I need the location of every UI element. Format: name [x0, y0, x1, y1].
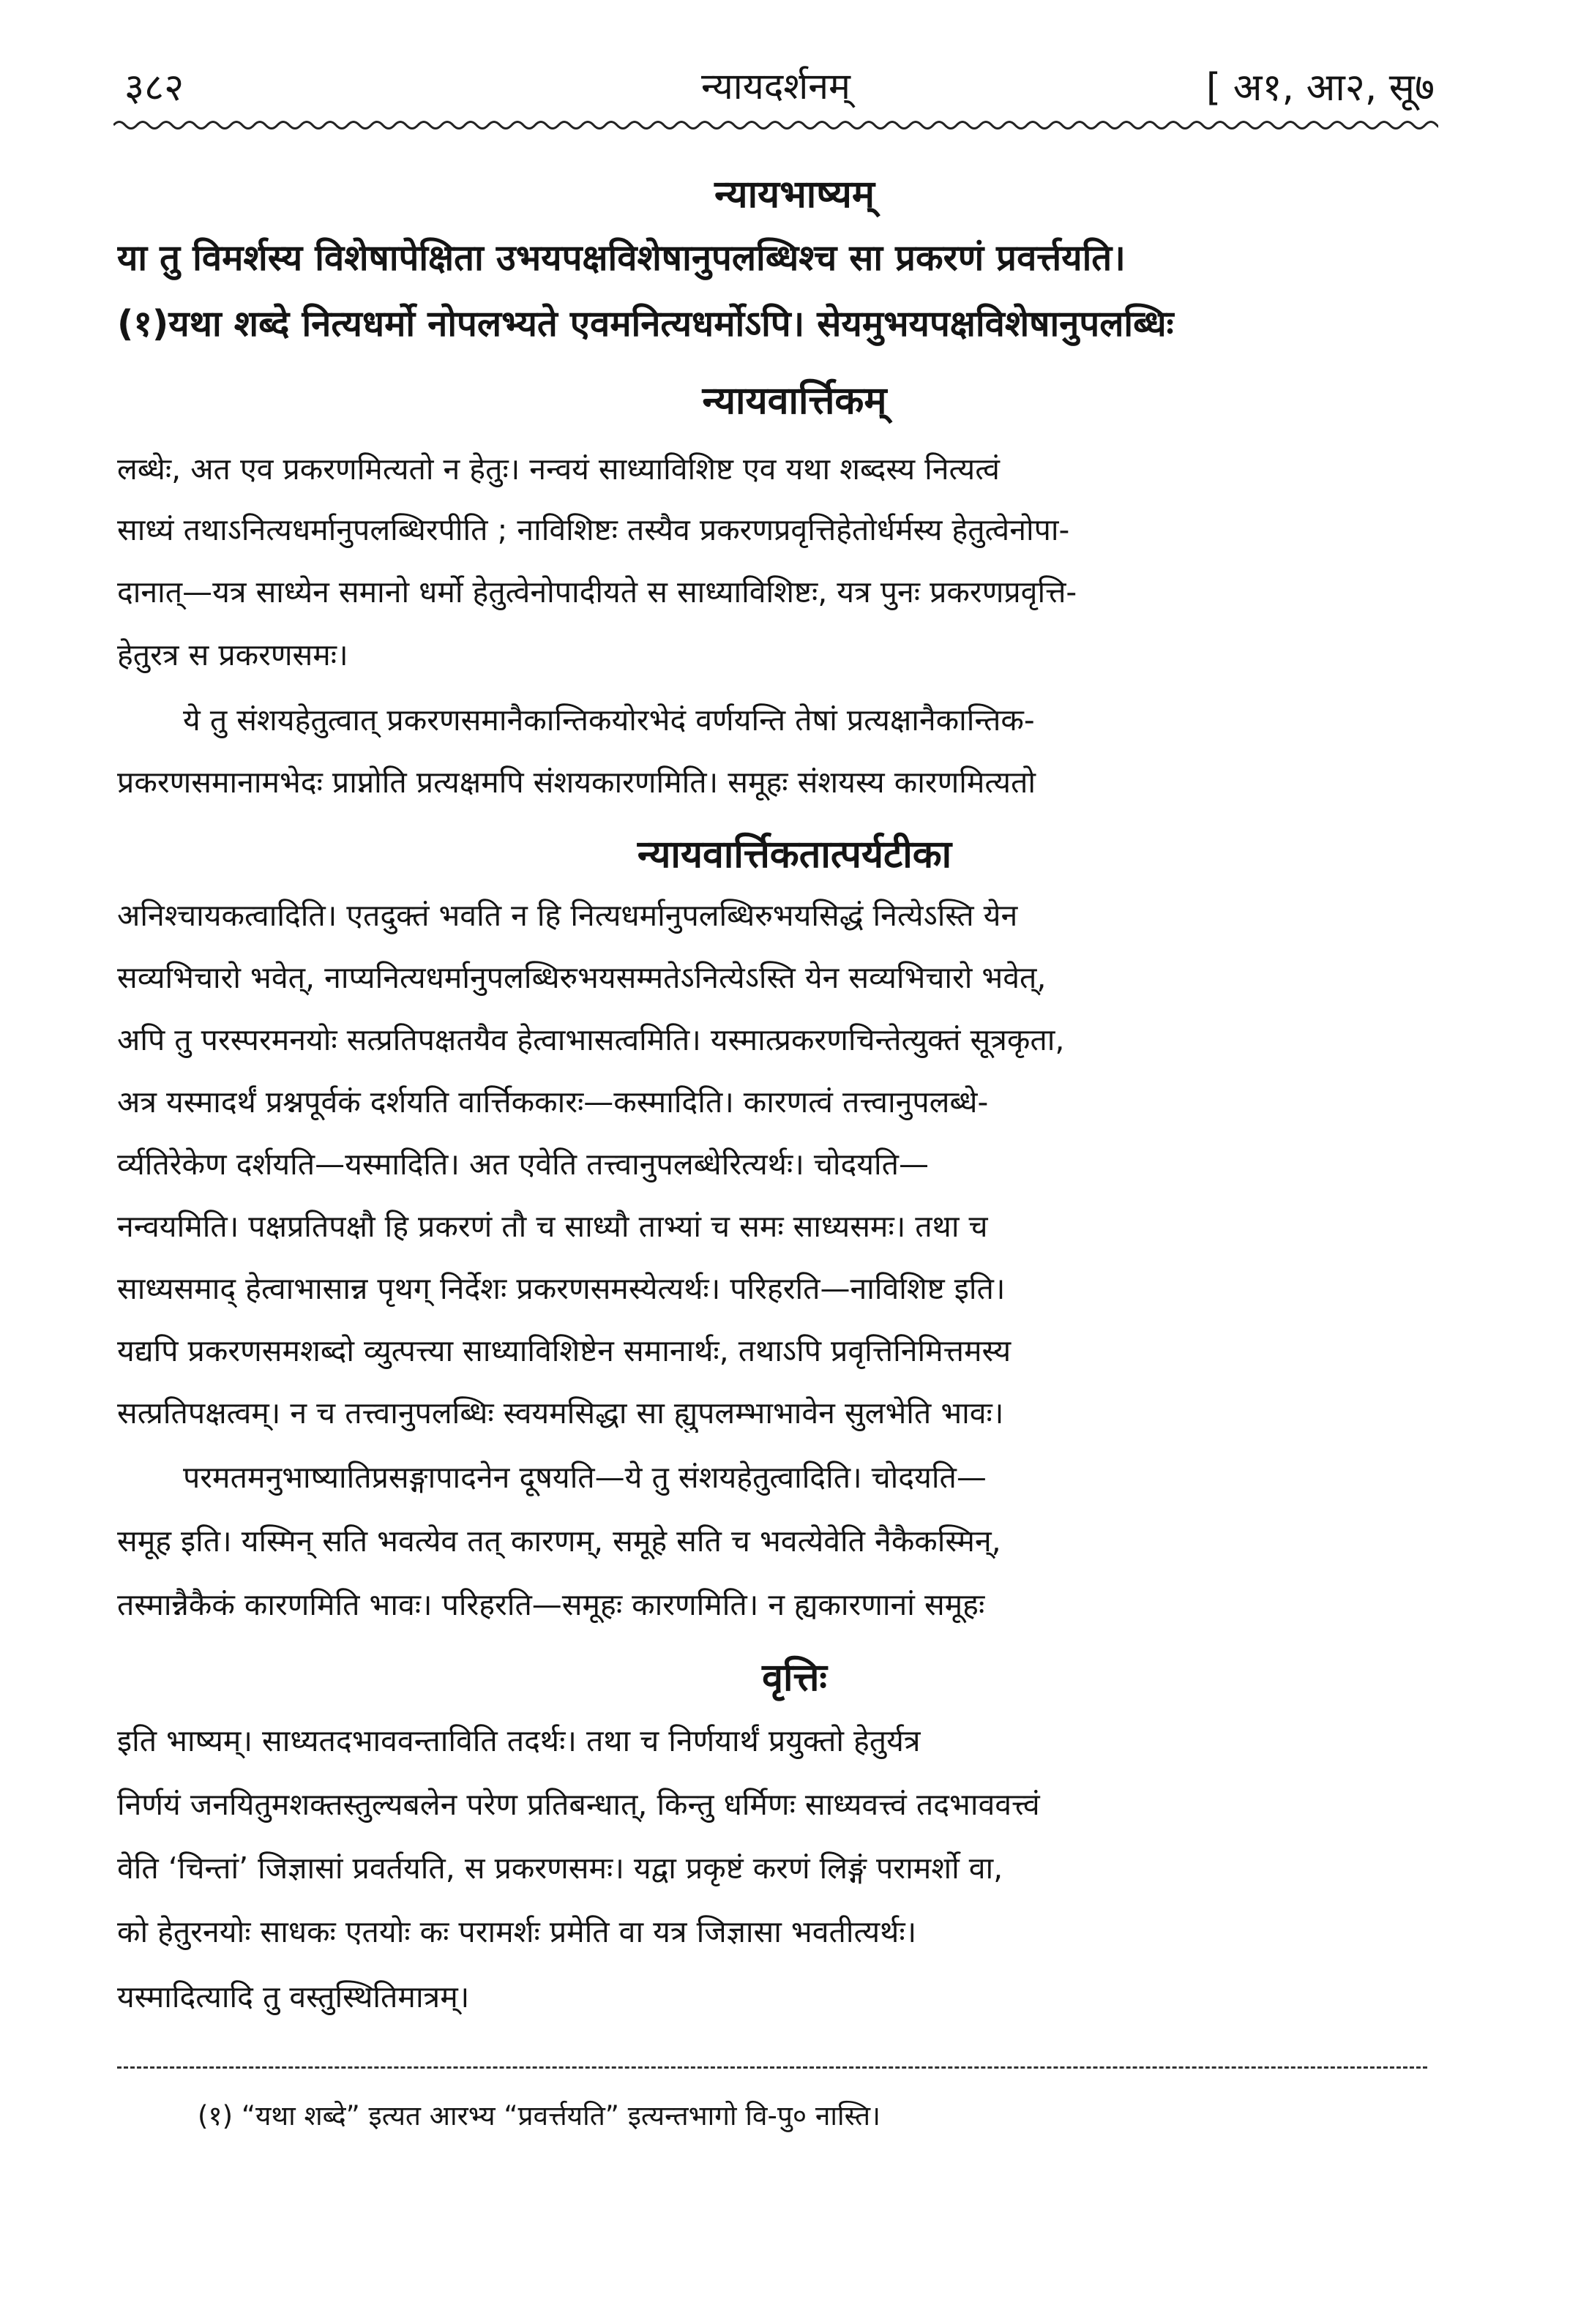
- tika-heading: न्यायवार्त्तिकतात्पर्यटीका: [637, 833, 952, 877]
- vartika-line: प्रकरणसमानामभेदः प्राप्नोति प्रत्यक्षमपि संशयकारणमिति। समूहः संशयस्य कारणमित्यतो: [117, 765, 1036, 800]
- vritti-heading: वृत्तिः: [762, 1656, 827, 1700]
- tika-line: यद्यपि प्रकरणसमशब्दो व्युत्पत्त्या साध्याविशिष्टेन समानार्थः, तथाऽपि प्रवृत्तिनिमित्तमस्य: [117, 1333, 1012, 1368]
- footnote: (१) “यथा शब्दे” इत्यत आरभ्य “प्रवर्त्तयति” इत्यन्तभागो वि-पु० नास्ति।: [198, 2100, 881, 2132]
- page-header: [117, 60, 1435, 111]
- vartika-heading: न्यायवार्त्तिकम्: [702, 379, 887, 423]
- tika-line: अत्र यस्मादर्थं प्रश्नपूर्वकं दर्शयति वार्त्तिककारः—कस्मादिति। कारणत्वं तत्त्वानुपलब्धे-: [117, 1084, 989, 1120]
- vritti-line: निर्णयं जनयितुमशक्तस्तुल्यबलेन परेण प्रतिबन्धात्, किन्तु धर्मिणः साध्यवत्त्वं तदभाववत्त्वं: [117, 1787, 1040, 1822]
- tika-line: तस्मान्नैकैकं कारणमिति भावः। परिहरति—समूहः कारणमिति। न ह्यकारणानां समूहः: [117, 1587, 985, 1622]
- footnote-separator: [117, 2066, 1427, 2069]
- tika-line: समूह इति। यस्मिन् सति भवत्येव तत् कारणम्, समूहे सति च भवत्येवेति नैकैकस्मिन्,: [117, 1523, 1001, 1559]
- header-wavy-rule: [113, 117, 1438, 133]
- tika-line: परमतमनुभाष्यातिप्रसङ्गापादनेन दूषयति—ये तु संशयहेतुत्वादिति। चोदयति—: [183, 1460, 987, 1495]
- bhashya-line: (१)यथा शब्दे नित्यधर्मो नोपलभ्यते एवमनित्यधर्मोऽपि। सेयमुभयपक्षविशेषानुपलब्धिः: [117, 303, 1174, 345]
- vartika-line: दानात्—यत्र साध्येन समानो धर्मो हेतुत्वेनोपादीयते स साध्याविशिष्टः, यत्र पुनः प्रकरणप्रवृत्ति-: [117, 574, 1077, 610]
- vartika-line: ये तु संशयहेतुत्वात् प्रकरणसमानैकान्तिकयोरभेदं वर्णयन्ति तेषां प्रत्यक्षानैकान्तिक-: [183, 702, 1035, 738]
- vartika-line: लब्धेः, अत एव प्रकरणमित्यतो न हेतुः। नन्वयं साध्याविशिष्ट एव यथा शब्दस्य नित्यत्वं: [117, 451, 1000, 487]
- page-number: ३८२: [124, 66, 184, 110]
- bhashya-heading: न्यायभाष्यम्: [714, 173, 875, 217]
- tika-line: सव्यभिचारो भवेत्, नाप्यनित्यधर्मानुपलब्धिरुभयसम्मतेऽनित्येऽस्ति येन सव्यभिचारो भवेत्,: [117, 960, 1047, 995]
- vritti-line: इति भाष्यम्। साध्यतदभाववन्ताविति तदर्थः। तथा च निर्णयार्थं प्रयुक्तो हेतुर्यत्र: [117, 1723, 921, 1758]
- section-reference: [ अ१, आ२, सू७: [1205, 66, 1435, 110]
- vartika-line: हेतुरत्र स प्रकरणसमः।: [117, 637, 348, 672]
- tika-line: अनिश्चायकत्वादिति। एतदुक्तं भवति न हि नित्यधर्मानुपलब्धिरुभयसिद्धं नित्येऽस्ति येन: [117, 898, 1018, 933]
- vartika-line: साध्यं तथाऽनित्यधर्मानुपलब्धिरपीति ; नाविशिष्टः तस्यैव प्रकरणप्रवृत्तिहेतोर्धर्मस्य हेतुत्वेनोपा-: [117, 512, 1070, 547]
- running-title: न्यायदर्शनम्: [701, 65, 850, 108]
- vritti-line: वेति ‘चिन्तां’ जिज्ञासां प्रवर्तयति, स प्रकरणसमः। यद्वा प्रकृष्टं करणं लिङ्गं परामर्शो वा,: [117, 1851, 1003, 1886]
- bhashya-line: या तु विमर्शस्य विशेषापेक्षिता उभयपक्षविशेषानुपलब्धिश्च सा प्रकरणं प्रवर्त्तयति।: [117, 237, 1126, 279]
- tika-line: नन्वयमिति। पक्षप्रतिपक्षौ हि प्रकरणं तौ च साध्यौ ताभ्यां च समः साध्यसमः। तथा च: [117, 1209, 988, 1244]
- vritti-line: यस्मादित्यादि तु वस्तुस्थितिमात्रम्।: [117, 1979, 470, 2014]
- tika-line: अपि तु परस्परमनयोः सत्प्रतिपक्षतयैव हेत्वाभासत्वमिति। यस्मात्प्रकरणचिन्तेत्युक्तं सूत्रकृता,: [117, 1022, 1065, 1057]
- tika-line: सत्प्रतिपक्षत्वम्। न च तत्त्वानुपलब्धिः स्वयमसिद्धा सा ह्युपलम्भाभावेन सुलभेति भावः।: [117, 1395, 1004, 1431]
- vritti-line: को हेतुरनयोः साधकः एतयोः कः परामर्शः प्रमेति वा यत्र जिज्ञासा भवतीत्यर्थः।: [117, 1914, 917, 1949]
- tika-line: र्व्यतिरेकेण दर्शयति—यस्मादिति। अत एवेति तत्त्वानुपलब्धेरित्यर्थः। चोदयति—: [117, 1147, 930, 1182]
- tika-line: साध्यसमाद् हेत्वाभासान्न पृथग् निर्देशः प्रकरणसमस्येत्यर्थः। परिहरति—नाविशिष्ट इति।: [117, 1271, 1006, 1306]
